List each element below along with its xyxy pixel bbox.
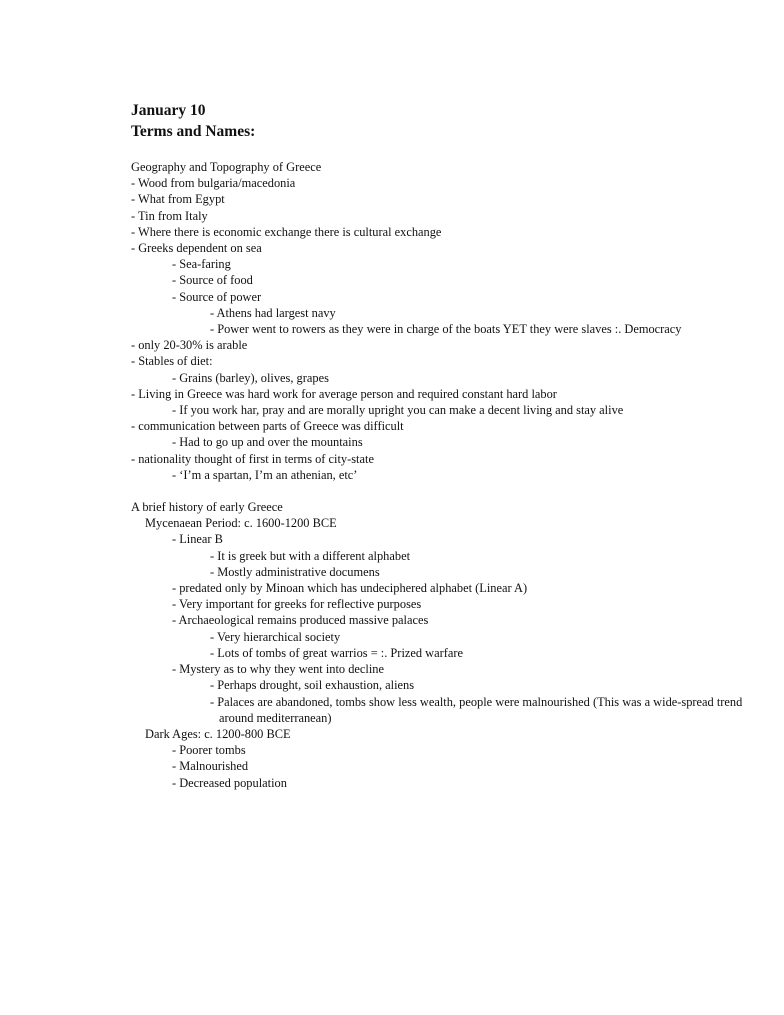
outline-line: - Where there is economic exchange there is cultural exchange: [131, 224, 442, 239]
outline-line: - It is greek but with a different alphabet: [210, 548, 411, 563]
outline-line: - Stables of diet:: [131, 354, 213, 369]
section-geography: [131, 159, 691, 483]
outline-line: - Malnourished: [172, 759, 249, 774]
spacer: [131, 142, 691, 159]
outline-line: - Poorer tombs: [172, 743, 246, 758]
document-subtitle: Terms and Names:: [131, 123, 256, 140]
section-heading: A brief history of early Greece: [131, 500, 283, 515]
outline-line: - Sea-faring: [172, 257, 231, 272]
section-lines: [131, 175, 691, 483]
outline-line: - Wood from bulgaria/macedonia: [131, 176, 296, 191]
outline-line: - nationality thought of first in terms of city-state: [131, 451, 374, 466]
outline-line: - Source of power: [172, 289, 262, 304]
outline-line: - Linear B: [172, 532, 223, 547]
outline-line: - Grains (barley), olives, grapes: [172, 370, 329, 385]
outline-line: - Palaces are abandoned, tombs show less wealth, people were malnourished (This was a wide-spread trend around mediterranean): [210, 694, 743, 725]
outline-line: - Mostly administrative documens: [210, 564, 380, 579]
outline-line: - Power went to rowers as they were in charge of the boats YET they were slaves :. Democracy: [210, 322, 682, 337]
outline-line: - Athens had largest navy: [210, 305, 336, 320]
outline-line: - Lots of tombs of great warrios = :. Prized warfare: [210, 645, 463, 660]
outline-line: - Had to go up and over the mountains: [172, 435, 363, 450]
outline-line: - Archaeological remains produced massive palaces: [172, 613, 429, 628]
outline-line: Mycenaean Period: c. 1600-1200 BCE: [145, 516, 337, 531]
section-heading: Geography and Topography of Greece: [131, 160, 322, 174]
outline-line: - only 20-30% is arable: [131, 338, 248, 353]
outline-line: - predated only by Minoan which has undeciphered alphabet (Linear A): [172, 581, 528, 596]
spacer: [131, 483, 691, 499]
outline-line: - Greeks dependent on sea: [131, 241, 262, 256]
outline-line: - Perhaps drought, soil exhaustion, aliens: [210, 678, 415, 693]
outline-line: - If you work har, pray and are morally upright you can make a decent living and stay alive: [172, 403, 624, 418]
section-lines: [131, 515, 743, 790]
section-history: [131, 499, 743, 791]
outline-line: - Tin from Italy: [131, 208, 208, 223]
outline-line: - Source of food: [172, 273, 253, 288]
outline-line: - Living in Greece was hard work for average person and required constant hard labor: [131, 386, 557, 401]
document-page: [131, 100, 743, 791]
outline-line: - Decreased population: [172, 775, 287, 790]
outline-line: - Very hierarchical society: [210, 629, 341, 644]
document-date: January 10: [131, 102, 206, 119]
outline-line: Dark Ages: c. 1200-800 BCE: [145, 726, 291, 741]
outline-line: - Very important for greeks for reflective purposes: [172, 597, 422, 612]
outline-line: - ‘I’m a spartan, I’m an athenian, etc’: [172, 467, 358, 482]
outline-line: - Mystery as to why they went into decline: [172, 662, 384, 677]
outline-line: - communication between parts of Greece was difficult: [131, 419, 404, 434]
outline-line: - What from Egypt: [131, 192, 225, 207]
